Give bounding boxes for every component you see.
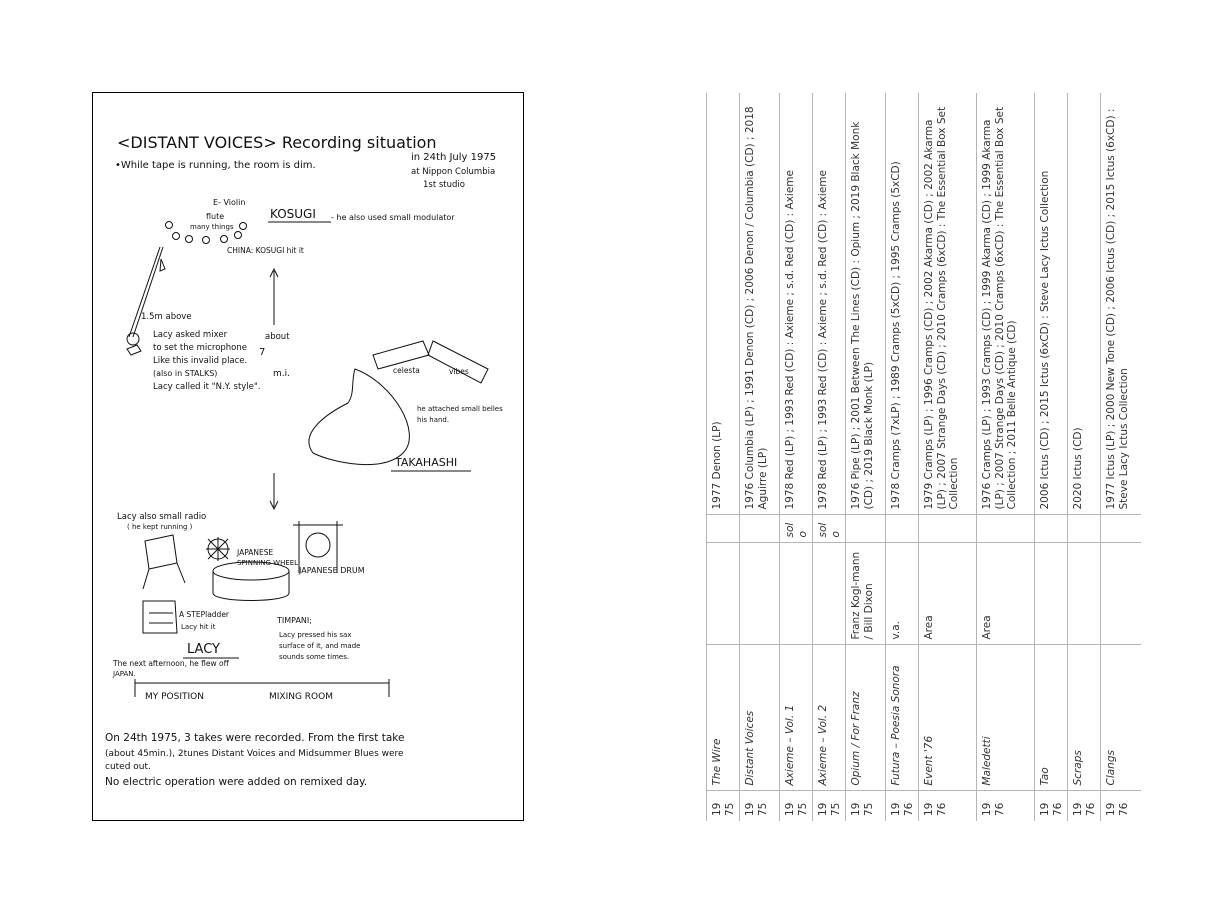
timpani-4: sounds some times.: [279, 653, 350, 661]
release-cell: 2020 Ictus (CD): [1068, 93, 1101, 515]
solo-cell: solo: [813, 515, 846, 543]
release-cell: 1978 Red (LP) ; 1993 Red (CD) : Axieme ; s.d. Red (CD) : Axieme: [813, 93, 846, 515]
radio-note-1: Lacy also small radio: [117, 512, 207, 522]
next-note-2: JAPAN.: [113, 670, 136, 678]
with-cell: [813, 543, 846, 645]
with-cell: [1035, 543, 1068, 645]
title-cell: Distant Voices: [740, 645, 780, 791]
timpani-3: surface of it, and made: [279, 642, 361, 650]
year-cell: 1976: [1068, 791, 1101, 821]
next-note-1: The next afternoon, he flew off: [113, 659, 229, 668]
bottom-note-1: On 24th 1975, 3 takes were recorded. From the first take: [105, 732, 405, 744]
recording-situation-drawing: [92, 92, 524, 821]
discography-row: [1101, 93, 1141, 821]
year-cell: 1976: [1101, 791, 1141, 821]
belles-note-1: he attached small belles: [417, 405, 503, 413]
label-stepladder: A STEPladder: [179, 610, 230, 619]
drawing-place: at Nippon Columbia: [411, 167, 496, 177]
release-cell: 2006 Ictus (CD) ; 2015 Ictus (6xCD) : Steve Lacy Ictus Collection: [1035, 93, 1068, 515]
with-cell: [780, 543, 813, 645]
solo-cell: [1101, 515, 1141, 543]
release-cell: 1979 Cramps (LP) ; 1996 Cramps (CD) ; 2002 Akarma (CD) ; 2002 Akarma (LP) ; 2007 Strange Days (CD) ; 2010 Cramps (6xCD) : The Essential Box Set Collection: [919, 93, 977, 515]
title-cell: Event '76: [919, 645, 977, 791]
with-cell: [1068, 543, 1101, 645]
discography-table-rotated: [706, 93, 1130, 821]
label-mi: m.i.: [273, 369, 290, 379]
discography-row: [977, 93, 1035, 821]
release-cell: 1976 Pipe (LP) ; 2001 Between The Lines (CD) : Opium ; 2019 Black Monk (CD) ; 2019 Black Monk (LP): [846, 93, 886, 515]
release-cell: 1977 Denon (LP): [707, 93, 740, 515]
label-china: CHINA: KOSUGI hit it: [227, 246, 304, 255]
title-cell: Tao: [1035, 645, 1068, 791]
solo-cell: solo: [780, 515, 813, 543]
solo-cell: [919, 515, 977, 543]
discography-row: [1035, 93, 1068, 821]
solo-cell: [740, 515, 780, 543]
with-cell: [707, 543, 740, 645]
mixer-note-2: to set the microphone: [153, 343, 248, 353]
discography-table: [706, 93, 1141, 821]
label-lacy-hit: Lacy hit it: [181, 623, 216, 631]
drawing-tape-note: •While tape is running, the room is dim.: [115, 160, 316, 171]
with-cell: v.a.: [886, 543, 919, 645]
bottom-note-2: (about 45min.), 2tunes Distant Voices and Midsummer Blues were: [105, 749, 404, 759]
timpani-1: TIMPANI;: [277, 616, 312, 625]
label-kosugi-note: - he also used small modulator: [331, 213, 455, 222]
discography-row: [707, 93, 740, 821]
discography-row: [740, 93, 780, 821]
hand-drawn-diagram: [93, 93, 525, 822]
label-japanese: JAPANESE: [237, 548, 274, 557]
release-cell: 1978 Red (LP) ; 1993 Red (CD) : Axieme ; s.d. Red (CD) : Axieme: [780, 93, 813, 515]
year-cell: 1975: [846, 791, 886, 821]
mixer-note-1: Lacy asked mixer: [153, 330, 228, 340]
label-lacy: LACY: [187, 642, 220, 657]
discography-row: [813, 93, 846, 821]
bottom-note-4: No electric operation were added on remixed day.: [105, 776, 368, 788]
title-cell: Clangs: [1101, 645, 1141, 791]
label-flute: flute: [206, 212, 225, 221]
discography-row: [1068, 93, 1101, 821]
radio-note-2: ( he kept running ): [127, 523, 193, 531]
label-above: 1.5m above: [141, 312, 192, 322]
solo-cell: [707, 515, 740, 543]
title-cell: Axieme – Vol. 1: [780, 645, 813, 791]
label-celesta: celesta: [393, 366, 420, 375]
title-cell: Futura – Poesia Sonora: [886, 645, 919, 791]
timpani-2: Lacy pressed his sax: [279, 631, 352, 639]
solo-cell: [886, 515, 919, 543]
mixer-note-3: Like this invalid place.: [153, 356, 248, 366]
discography-row: [886, 93, 919, 821]
year-cell: 1975: [707, 791, 740, 821]
label-about-7: 7: [259, 347, 266, 358]
bottom-note-3: cuted out.: [105, 762, 151, 772]
year-cell: 1976: [886, 791, 919, 821]
title-cell: Axieme – Vol. 2: [813, 645, 846, 791]
instrument-sketches: [143, 521, 343, 633]
release-cell: 1976 Cramps (LP) ; 1993 Cramps (CD) ; 1999 Akarma (CD) ; 1999 Akarma (LP) ; 2007 Strange Days (CD) ; 2010 Cramps (6xCD) : The Essential Box Set Collection ; 2011 Belle Antique (CD): [977, 93, 1035, 515]
label-spinning: SPINNING WHEEL: [237, 559, 299, 567]
year-cell: 1976: [977, 791, 1035, 821]
belles-note-2: his hand.: [417, 416, 450, 424]
title-cell: The Wire: [707, 645, 740, 791]
with-cell: [1101, 543, 1141, 645]
label-kosugi: KOSUGI: [270, 207, 316, 221]
solo-cell: [1035, 515, 1068, 543]
year-cell: 1975: [813, 791, 846, 821]
celesta-vibes-shapes: [309, 341, 488, 465]
year-cell: 1975: [780, 791, 813, 821]
drawing-date: in 24th July 1975: [411, 152, 497, 163]
discography-row: [780, 93, 813, 821]
title-cell: Maledetti: [977, 645, 1035, 791]
title-cell: Opium / For Franz: [846, 645, 886, 791]
year-cell: 1975: [740, 791, 780, 821]
release-cell: 1978 Cramps (7xLP) ; 1989 Cramps (5xCD) ; 1995 Cramps (5xCD): [886, 93, 919, 515]
release-cell: 1977 Ictus (LP) ; 2000 New Tone (CD) ; 2006 Ictus (CD) ; 2015 Ictus (6xCD) : Steve Lacy Ictus Collection: [1101, 93, 1141, 515]
discography-row: [846, 93, 886, 821]
label-mixing-room: MIXING ROOM: [269, 692, 333, 702]
year-cell: 1976: [1035, 791, 1068, 821]
label-takahashi: TAKAHASHI: [395, 456, 458, 469]
drawing-studio: 1st studio: [423, 180, 465, 190]
label-about: about: [265, 332, 290, 342]
label-many-things: many things: [190, 223, 234, 231]
label-my-position: MY POSITION: [145, 692, 204, 702]
release-cell: 1976 Columbia (LP) ; 1991 Denon (CD) ; 2006 Denon / Columbia (CD) ; 2018 Aguirre (LP): [740, 93, 780, 515]
solo-cell: [846, 515, 886, 543]
mixer-note-4: (also in STALKS): [153, 369, 218, 378]
label-drum: JAPANESE DRUM: [299, 566, 365, 575]
with-cell: Area: [919, 543, 977, 645]
year-cell: 1976: [919, 791, 977, 821]
drawing-title: <DISTANT VOICES> Recording situation: [117, 133, 437, 152]
solo-cell: [977, 515, 1035, 543]
discography-row: [919, 93, 977, 821]
label-e-violin: E- Violin: [213, 198, 246, 207]
with-cell: [740, 543, 780, 645]
title-cell: Scraps: [1068, 645, 1101, 791]
solo-cell: [1068, 515, 1101, 543]
label-vibes: vibes: [449, 367, 469, 376]
mixer-note-5: Lacy called it "N.Y. style".: [153, 382, 261, 392]
with-cell: Franz Kogl-mann / Bill Dixon: [846, 543, 886, 645]
discography-body: [707, 93, 1141, 821]
with-cell: Area: [977, 543, 1035, 645]
